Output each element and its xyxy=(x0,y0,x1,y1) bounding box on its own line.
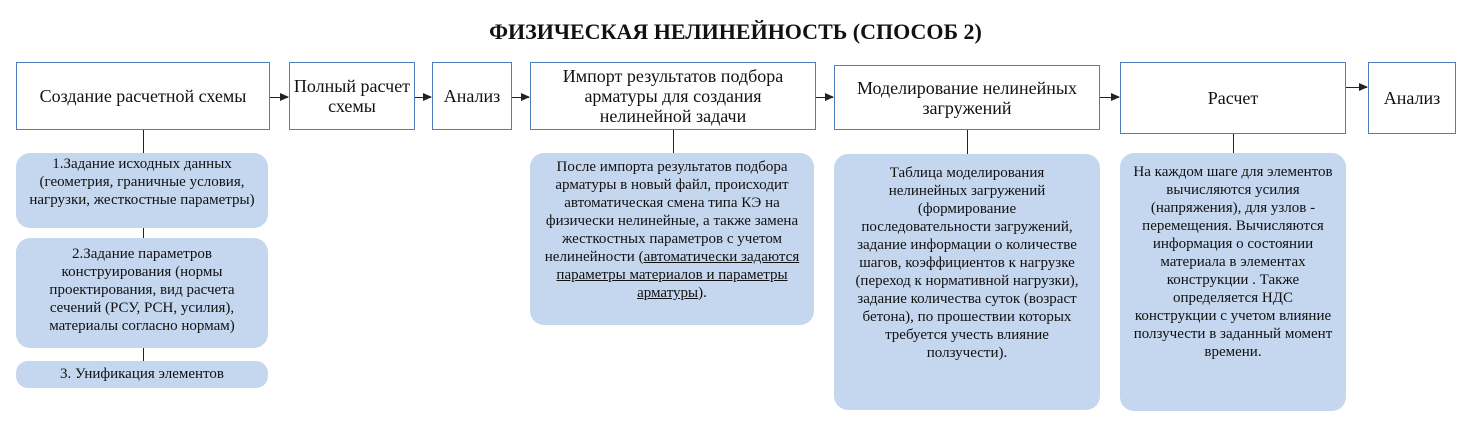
note-calculation xyxy=(1120,153,1346,411)
arrow-5 xyxy=(1100,97,1119,98)
step-full-calculation xyxy=(289,62,415,130)
step-analysis-1 xyxy=(432,62,512,130)
step-nonlinear-modeling xyxy=(834,65,1100,130)
connector-import xyxy=(673,130,674,153)
arrow-1 xyxy=(270,97,288,98)
connector-modeling xyxy=(967,130,968,154)
note-text: 2.Задание параметров конструирования (нормы проектирования, вид расчета сечений (РСУ, РСН, усилия), материалы согласно нормам) xyxy=(49,246,235,334)
arrow-4 xyxy=(816,97,833,98)
step-analysis-2 xyxy=(1368,62,1456,134)
note-text-underlined: автоматически задаются параметры материалов и параметры арматуры xyxy=(556,249,800,301)
step-label: Расчет xyxy=(1207,88,1259,108)
note-unification xyxy=(16,361,268,388)
note-initial-data xyxy=(16,153,268,228)
step-label: Анализ xyxy=(443,86,501,106)
step-import-results xyxy=(530,62,816,130)
note-text: После импорта результатов подбора арматуры в новый файл, происходит автоматическая смена типа КЭ на физически нелинейные, а также замена жесткостных параметров с учетом нелинейности ( xyxy=(544,159,799,265)
arrow-2 xyxy=(415,97,431,98)
note-design-parameters xyxy=(16,238,268,348)
step-label: Импорт результатов подбора арматуры для создания нелинейной задачи xyxy=(562,66,784,126)
step-label: Анализ xyxy=(1383,88,1441,108)
arrow-3 xyxy=(512,97,529,98)
arrow-6 xyxy=(1346,87,1367,88)
note-text-tail: ). xyxy=(698,285,707,301)
note-text: Таблица моделирования нелинейных загружений (формирование последовательности загружений, задание информации о количестве шагов, коэффициентов к нагрузке (переход к нормативной нагрузки), задание количества суток (возраст бетона), по прошествии которых требуется учесть влияние ползучести). xyxy=(855,165,1079,361)
connector-calculation xyxy=(1233,134,1234,153)
note-nonlinear-modeling xyxy=(834,154,1100,410)
note-import-results xyxy=(530,153,814,325)
step-label: Создание расчетной схемы xyxy=(39,86,247,106)
note-text: 1.Задание исходных данных (геометрия, граничные условия, нагрузки, жесткостные параметры) xyxy=(29,156,255,208)
note-text: На каждом шаге для элементов вычисляются усилия (напряжения), для узлов - перемещения. Вычисляются информация о состоянии материала в элементах конструкции . Также определяется НДС конструкции с учетом влияние ползучести в заданный момент времени. xyxy=(1133,164,1333,360)
note-text: 3. Унификация элементов xyxy=(60,366,224,382)
connector-setup-2 xyxy=(143,228,144,238)
step-create-scheme xyxy=(16,62,270,130)
diagram-title: ФИЗИЧЕСКАЯ НЕЛИНЕЙНОСТЬ (СПОСОБ 2) xyxy=(489,19,982,44)
step-label: Полный расчет схемы xyxy=(293,76,411,116)
step-calculation xyxy=(1120,62,1346,134)
step-label: Моделирование нелинейных загружений xyxy=(856,77,1078,118)
connector-setup-3 xyxy=(143,348,144,361)
connector-setup-1 xyxy=(143,130,144,153)
